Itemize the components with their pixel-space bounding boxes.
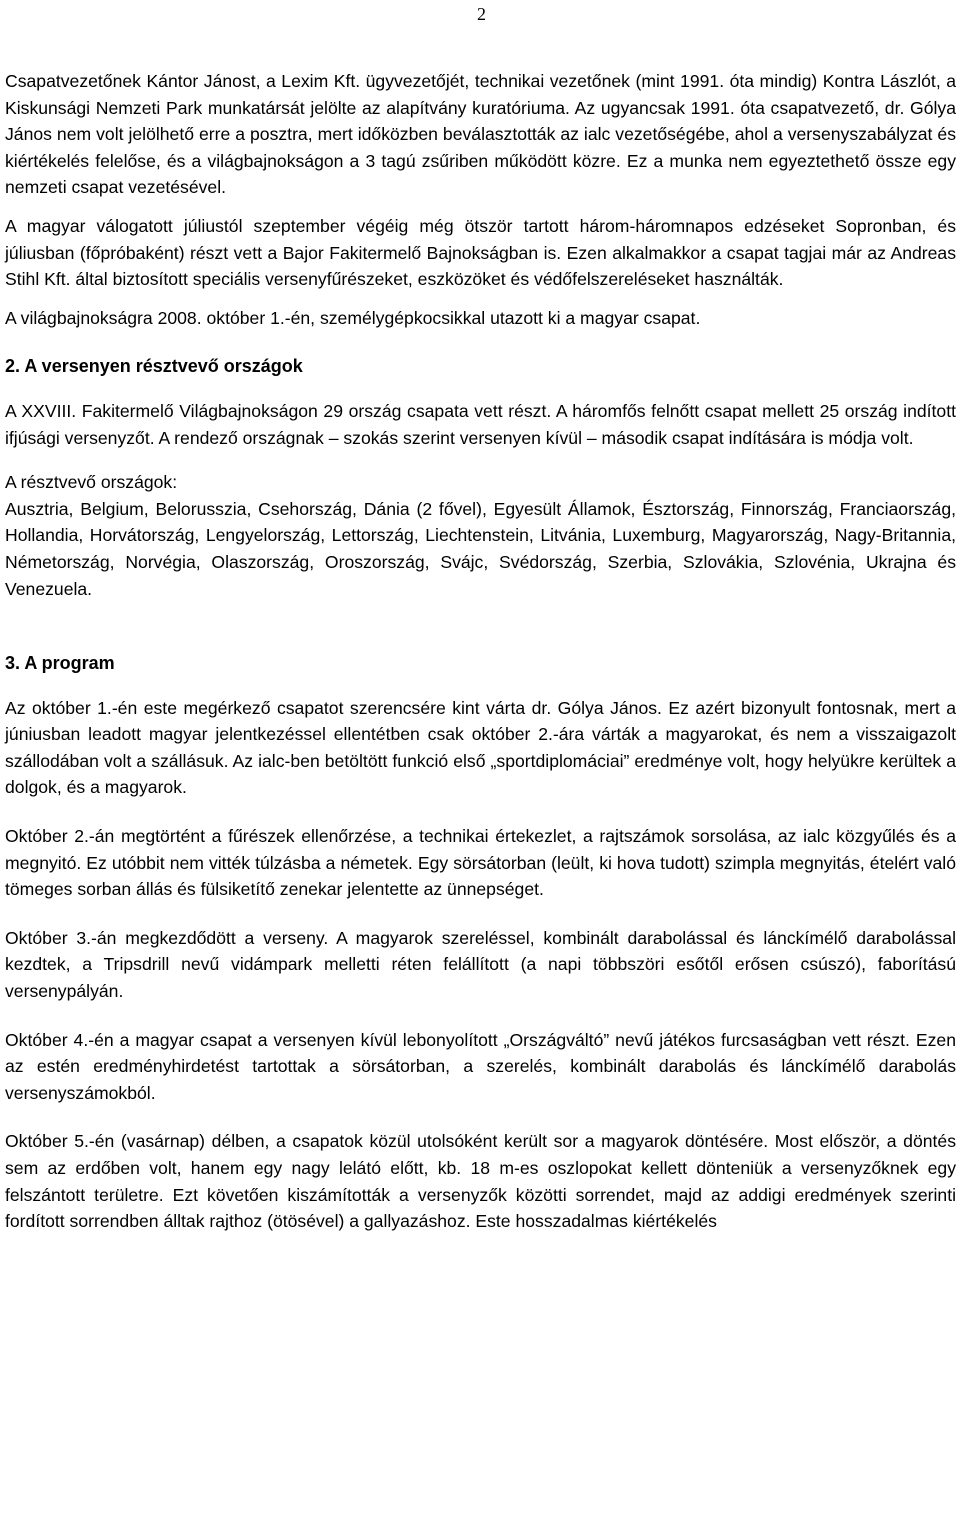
paragraph-team-leaders: Csapatvezetőnek Kántor Jánost, a Lexim Kft. ügyvezetőjét, technikai vezetőnek (mint 1991. óta mindig) Kontra Lászlót, a Kiskunsági Nemzeti Park munkatársát jelölte az alapítvány kuratóriuma. Az ugyancsak 1991. óta csapatvezető, dr. Gólya János nem volt jelölhető erre a posztra, mert időközben beválasztották az ialc vezetőségébe, ahol a versenyszabályzat és kiértékelés felelőse, és a világbajnokságon a 3 tagú zsűriben működött közre. Ez a munka nem egyeztethető össze egy nemzeti csapat vezetésével.: [5, 71, 956, 198]
document-body: [5, 68, 956, 1235]
paragraph-october-2: Október 2.-án megtörtént a fűrészek ellenőrzése, a technikai értekezlet, a rajtszámok sorsolása, az ialc közgyűlés és a megnyitó. Ez utóbbit nem vitték túlzásba a németek. Egy sörsátorban (leült, ki hova tudott) szimpla megnyitás, ételért való tömeges sorban állás és fülsiketítő zenekar jelentette az ünnepséget.: [5, 826, 956, 900]
page-number: 2: [477, 4, 486, 24]
paragraph-october-3: Október 3.-án megkezdődött a verseny. A magyarok szereléssel, kombinált darabolással és lánckímélő darabolással kezdtek, a Tripsdrill nevű vidámpark melletti réten felállított (a napi többszöri esőtől erősen csúszó), faborítású versenypályán.: [5, 927, 956, 1002]
countries-list: Ausztria, Belgium, Belorusszia, Csehország, Dánia (2 fővel), Egyesült Államok, Észtország, Finnország, Franciaország, Hollandia, Horvátország, Lengyelország, Lettország, Liechtenstein, Litvánia, Luxemburg, Magyarország, Nagy-Britannia, Németország, Norvégia, Olaszország, Oroszország, Svájc, Svédország, Szerbia, Szlovákia, Szlovénia, Ukrajna és Venezuela.: [5, 498, 956, 599]
paragraph-participation: A XXVIII. Fakitermelő Világbajnokságon 29 ország csapata vett részt. A háromfős felnőtt csapat mellett 25 ország indított ifjúsági versenyzőt. A rendező országnak – szokás szerint versenyen kívül – második csapat indítására is módja volt.: [5, 400, 956, 448]
paragraph-october-1: Az október 1.-én este megérkező csapatot szerencsére kint várta dr. Gólya János. Ez azért bizonyult fontosnak, mert a júniusban leadott magyar jelentkezéssel ellentétben csak október 2.-ára várták a magyarokat, és nem a visszaigazolt szállodában volt a szállásuk. Az ialc-ben betöltött funkció első „sportdiplomáciai” eredménye volt, hogy helyükre kerültek a dolgok, és a magyarok.: [5, 697, 956, 798]
paragraph-travel: A világbajnokságra 2008. október 1.-én, személygépkocsikkal utazott ki a magyar csapat.: [5, 307, 701, 328]
paragraph-october-5: Október 5.-én (vasárnap) délben, a csapatok közül utolsóként került sor a magyarok döntésére. Most először, a döntés sem az erdőben volt, hanem egy nagy lelátó előtt, kb. 18 m-es oszlopokat kellett dönteniük a versenyzőknek egy felszántott területre. Ezt követően kiszámították a versenyzők közötti sorrendet, majd az addigi eredmények szerinti fordított sorrendben álltak rajthoz (ötösével) a gallyazáshoz. Este hosszadalmas kiértékelés: [5, 1131, 956, 1232]
paragraph-training: A magyar válogatott júliustól szeptember végéig még ötször tartott három-háromnapos edzéseket Sopronban, és júliusban (főpróbaként) részt vett a Bajor Fakitermelő Bajnokságban is. Ezen alkalmakkor a csapat tagjai már az Andreas Stihl Kft. által biztosított speciális versenyfűrészeket, eszközöket és védőfelszereléseket használták.: [5, 215, 956, 290]
paragraph-october-4: Október 4.-én a magyar csapat a versenyen kívül lebonyolított „Országváltó” nevű játékos furcsaságban vett részt. Ezen az estén eredményhirdetést tartottak a sörsátorban, a szerelés, kombinált darabolás és lánckímélő darabolás versenyszámokból.: [5, 1029, 956, 1103]
countries-label: A résztvevő országok:: [5, 472, 178, 493]
section-heading-program: 3. A program: [5, 653, 115, 674]
section-heading-countries: 2. A versenyen résztvevő országok: [5, 356, 303, 377]
